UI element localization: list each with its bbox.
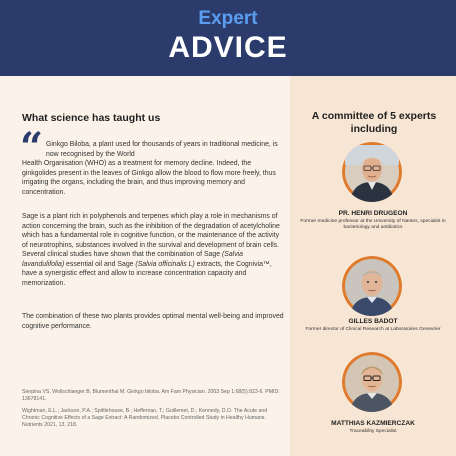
expert-role: Former director of Clinical Research at Laboratoires Genevrier (305, 327, 441, 332)
expert-photo-kazmierczak (342, 352, 402, 412)
header-headline: ADVICE (168, 31, 288, 64)
article-paragraph-sage (22, 212, 284, 288)
article-paragraph-combination: The combination of these two plants provides optimal mental well-being and improved cognitive performance. (22, 313, 284, 330)
species-name: (Salvia lavandulifolia) (22, 251, 244, 268)
text-run: Sage is a plant rich in polyphenols and terpenes which play a role in mechanisms of action concerning the brain, such as the inhibition of the degradation of acetylcholine which has a fundamental role in cognitive function, or the maintenance of the activity of neurotrophins, substances involved in the survival and development of brain cells. Several clinical studies have shown that the combination of Sage (22, 213, 280, 258)
species-name: (Salvia officinalis L) (135, 260, 195, 268)
header-banner (0, 0, 456, 76)
text-run: essential oil and Sage (64, 260, 136, 268)
expert-name: MATTHIAS KAZMIERCZAK (331, 420, 415, 427)
paragraph-rest: Health Organisation (WHO) as a treatment for memory decline. Indeed, the ginkgolides present in the leaves of Ginkgo allow the blood to flow more freely, thus irrigating the organs, including the brain, and thus improving memory and concentration. (22, 160, 276, 196)
article-title: What science has taught us (22, 112, 161, 124)
header-kicker: Expert (198, 8, 258, 29)
reference-1: Sierpina VS, Wollschlaeger B, Blumenthal M. Ginkgo biloba. Am Fam Physician. 2003 Sep 1;68(5):923-6. PMID: 13678141. (22, 389, 280, 403)
expert-name: PR. HENRI DRUGEON (338, 210, 408, 217)
expert-role: Traceability Specialist (349, 429, 397, 434)
expert-name: GILLES BADOT (348, 318, 398, 325)
reference-2: Wightman, E.L.; Jackson, P.A.; Spittlehouse, B.; Heffernan, T.; Guillemet, D.; Kennedy, D.O. The Acute and Chronic Cognitive Effects of a Sage Extract: A Randomized, Placebo Controlled Study in Healthy Humans. Nutrients 2021, 13, 218. (22, 408, 268, 429)
expert-role: Former medicine professor at the University of Nantes, specialist in bacteriology and antibiotics (300, 219, 446, 231)
quote-icon: “ (20, 124, 44, 171)
article-paragraph-ginkgo (22, 140, 284, 197)
expert-photo-badot (342, 256, 402, 316)
paragraph-lead: Ginkgo Biloba, a plant used for thousands of years in traditional medicine, is now recognised by the World (46, 141, 278, 158)
text-run: extracts, the Cognivia™, have a synergistic effect and allow to increase concentration capacity and memorization. (22, 260, 272, 287)
expert-photo-drugeon (342, 142, 402, 202)
committee-title: A committee of 5 experts including (311, 110, 437, 135)
